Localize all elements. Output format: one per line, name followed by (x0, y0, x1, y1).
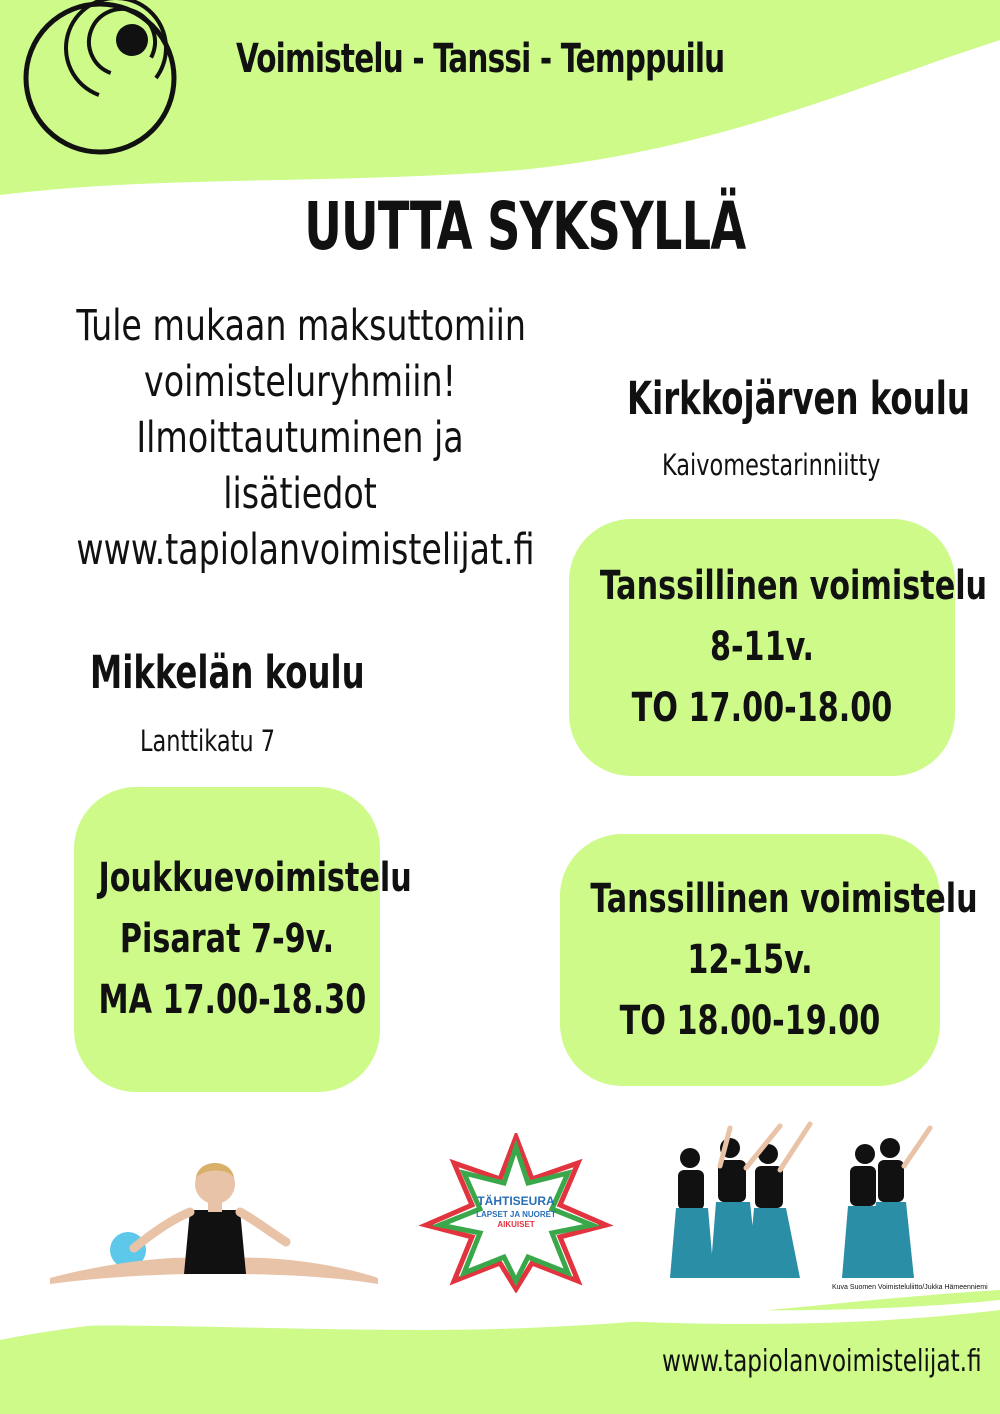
intro-line: Ilmoittautuminen ja (136, 413, 464, 463)
footer-website-link[interactable]: www.tapiolanvoimistelijat.fi (662, 1344, 982, 1379)
group-time: TO 17.00-18.00 (631, 685, 893, 731)
intro-line: voimisteluryhmiin! (144, 357, 456, 407)
group-age: 8-11v. (709, 624, 815, 670)
page-headline: UUTTA SYKSYLLÄ (304, 188, 746, 265)
school-name-mikkela: Mikkelän koulu (90, 646, 365, 699)
tahtiseura-badge (418, 1133, 614, 1293)
group-time: TO 18.00-19.00 (619, 997, 881, 1044)
group-name: Joukkuevoimistelu (98, 855, 412, 901)
group-age: 12-15v. (687, 936, 813, 983)
group-card (569, 519, 988, 776)
photo-credit: Kuva Suomen Voimisteluliitto/Jukka Hämeenniemi (832, 1284, 988, 1291)
intro-text (40, 298, 560, 578)
badge-line2: AIKUISET (497, 1220, 535, 1229)
badge-line1: LAPSET JA NUORET (476, 1210, 556, 1219)
intro-line: lisätiedot (223, 469, 377, 519)
intro-website-link[interactable]: www.tapiolanvoimistelijat.fi (76, 525, 535, 575)
school-address-mikkela: Lanttikatu 7 (140, 724, 276, 758)
badge-title: TÄHTISEURA (477, 1194, 555, 1208)
group-name: Tanssillinen voimistelu (590, 875, 978, 922)
group-card (560, 834, 978, 1086)
school-name-kirkkojarvi: Kirkkojärven koulu (627, 372, 970, 425)
header-tagline: Voimistelu - Tanssi - Temppuilu (236, 36, 725, 82)
group-time: MA 17.00-18.30 (98, 977, 367, 1023)
dancers-photo (650, 1118, 990, 1288)
club-logo (20, 0, 180, 160)
group-name: Tanssillinen voimistelu (599, 563, 988, 609)
group-age: Pisarat 7-9v. (119, 916, 335, 962)
school-address-kirkkojarvi: Kaivomestarinniitty (662, 448, 881, 482)
gymnast-image (50, 1150, 380, 1290)
intro-line: Tule mukaan maksuttomiin (76, 301, 526, 351)
group-card (74, 787, 412, 1092)
